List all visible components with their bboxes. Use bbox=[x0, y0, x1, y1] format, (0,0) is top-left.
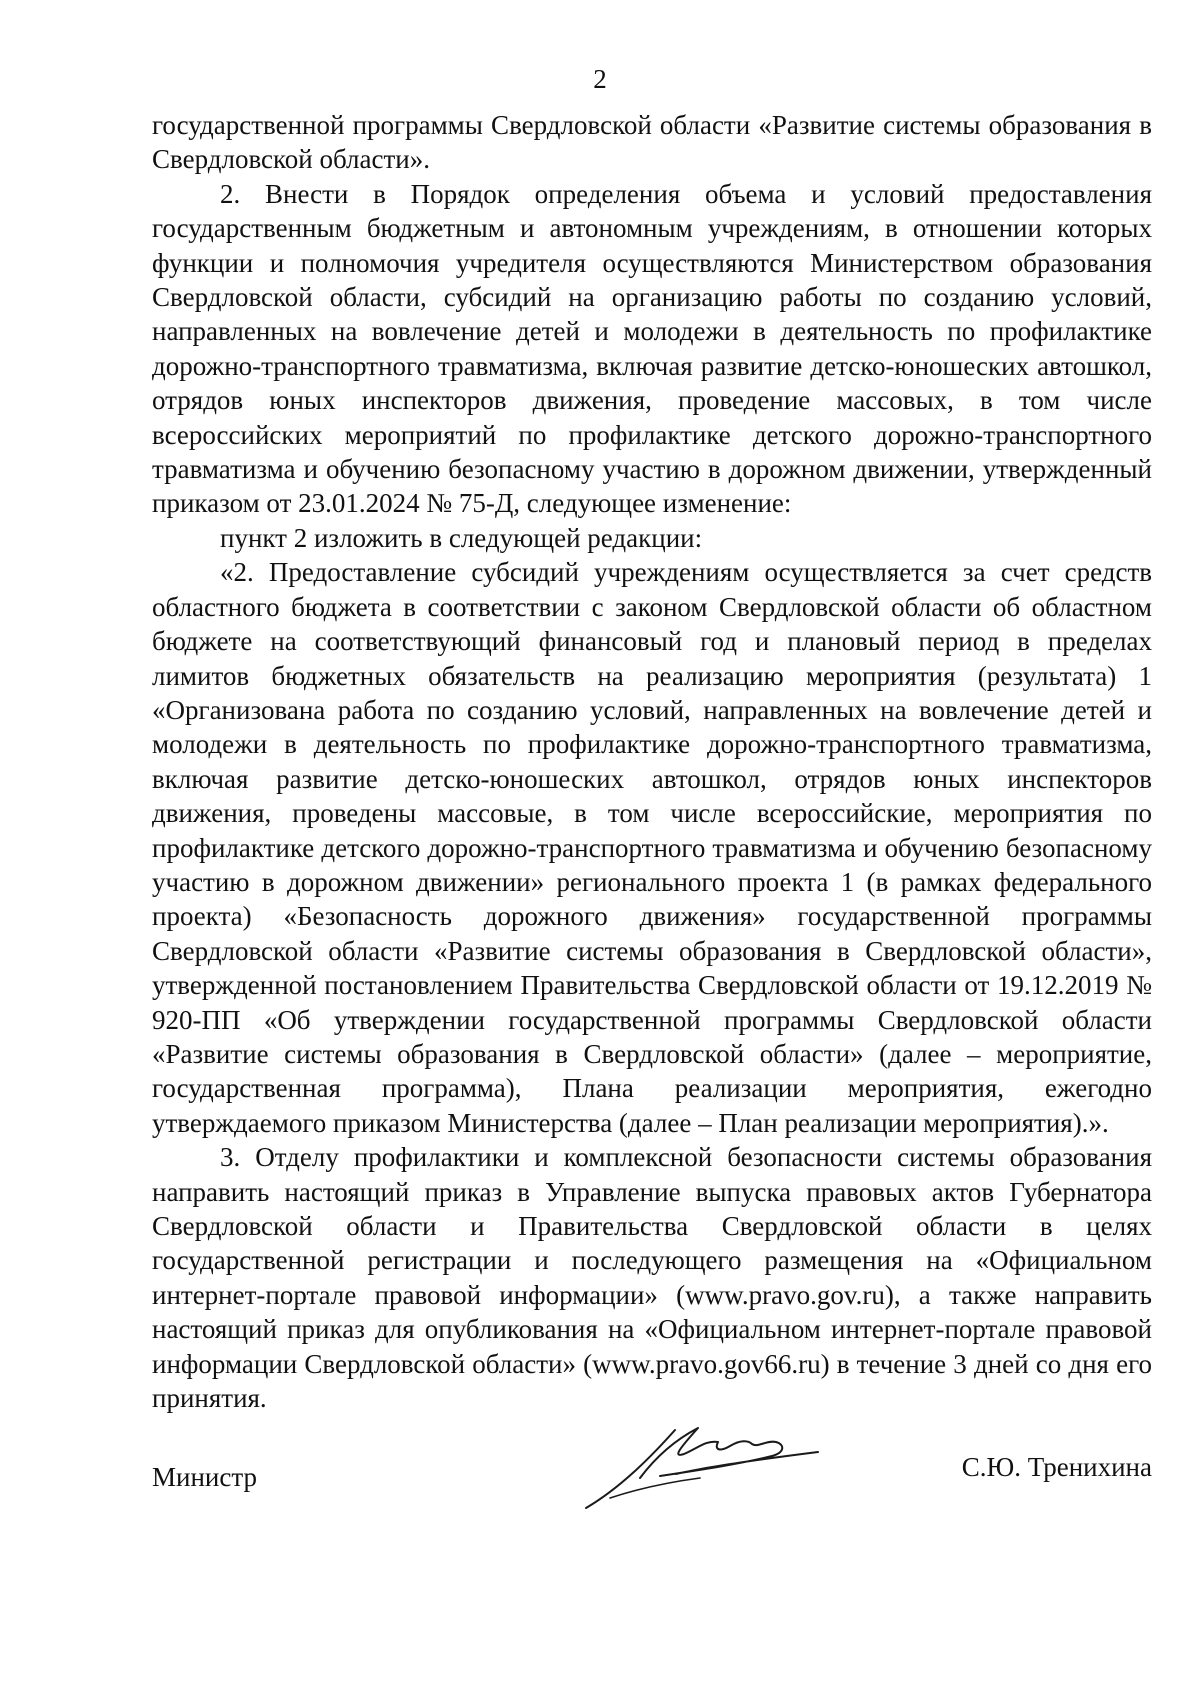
signatory-name: С.Ю. Тренихина bbox=[961, 1452, 1152, 1482]
paragraph-item-2: 2. Внести в Порядок определения объема и условий предоставления государственным бюджетным и автономным учреждениям, в отношении которых функции и полномочия учредителя осуществляются Министерством образования Свердловской области, субсидий на организацию работы по созданию условий, направленных на вовлечение детей и молодежи в деятельность по профилактике дорожно-транспортного травматизма, включая развитие детско-юношеских автошкол, отрядов юных инспекторов движения, проведение массовых, в том числе всероссийских мероприятий по профилактике детского дорожно-транспортного травматизма и обучению безопасному участию в дорожном движении, утвержденный приказом от 23.01.2024 № 75-Д, следующее изменение: bbox=[152, 178, 1152, 519]
document-body bbox=[152, 108, 1152, 1415]
paragraph-item-3: 3. Отделу профилактики и комплексной безопасности системы образования направить настоящий приказ в Управление выпуска правовых актов Губернатора Свердловской области и Правительства Свердловской области в целях государственной регистрации и последующего размещения на «Официальном интернет-портале правовой информации» (www.pravo.gov.ru), а также направить настоящий приказ для опубликования на «Официальном интернет-портале правовой информации Свердловской области» (www.pravo.gov66.ru) в течение 3 дней со дня его принятия. bbox=[152, 1142, 1152, 1414]
handwritten-signature bbox=[580, 1418, 820, 1514]
paragraph-continuation: государственной программы Свердловской области «Развитие системы образования в Свердловской области». bbox=[152, 110, 1152, 175]
paragraph-amendment-intro: пункт 2 изложить в следующей редакции: bbox=[220, 522, 703, 553]
paragraph-amendment-text: «2. Предоставление субсидий учреждениям осуществляется за счет средств областного бюджета в соответствии с законом Свердловской области об областном бюджете на соответствующий финансовый год и плановый период в пределах лимитов бюджетных обязательств на реализацию мероприятия (результата) 1 «Организована работа по созданию условий, направленных на вовлечение детей и молодежи в деятельность по профилактике дорожно-транспортного травматизма, включая развитие детско-юношеских автошкол, отрядов юных инспекторов движения, проведены массовые, в том числе всероссийские, мероприятия по профилактике детского дорожно-транспортного травматизма и обучению безопасному участию в дорожном движении» регионального проекта 1 (в рамках федерального проекта) «Безопасность дорожного движения» государственной программы Свердловской области «Развитие системы образования в Свердловской области», утвержденной постановлением Правительства Свердловской области от 19.12.2019 № 920-ПП «Об утверждении государственной программы Свердловской области «Развитие системы образования в Свердловской области» (далее – мероприятие, государственная программа), Плана реализации мероприятия, ежегодно утверждаемого приказом Министерства (далее – План реализации мероприятия).». bbox=[152, 557, 1152, 1138]
signature-block bbox=[152, 1418, 1152, 1508]
page-number: 2 bbox=[593, 64, 607, 94]
signatory-title: Министр bbox=[152, 1462, 257, 1492]
